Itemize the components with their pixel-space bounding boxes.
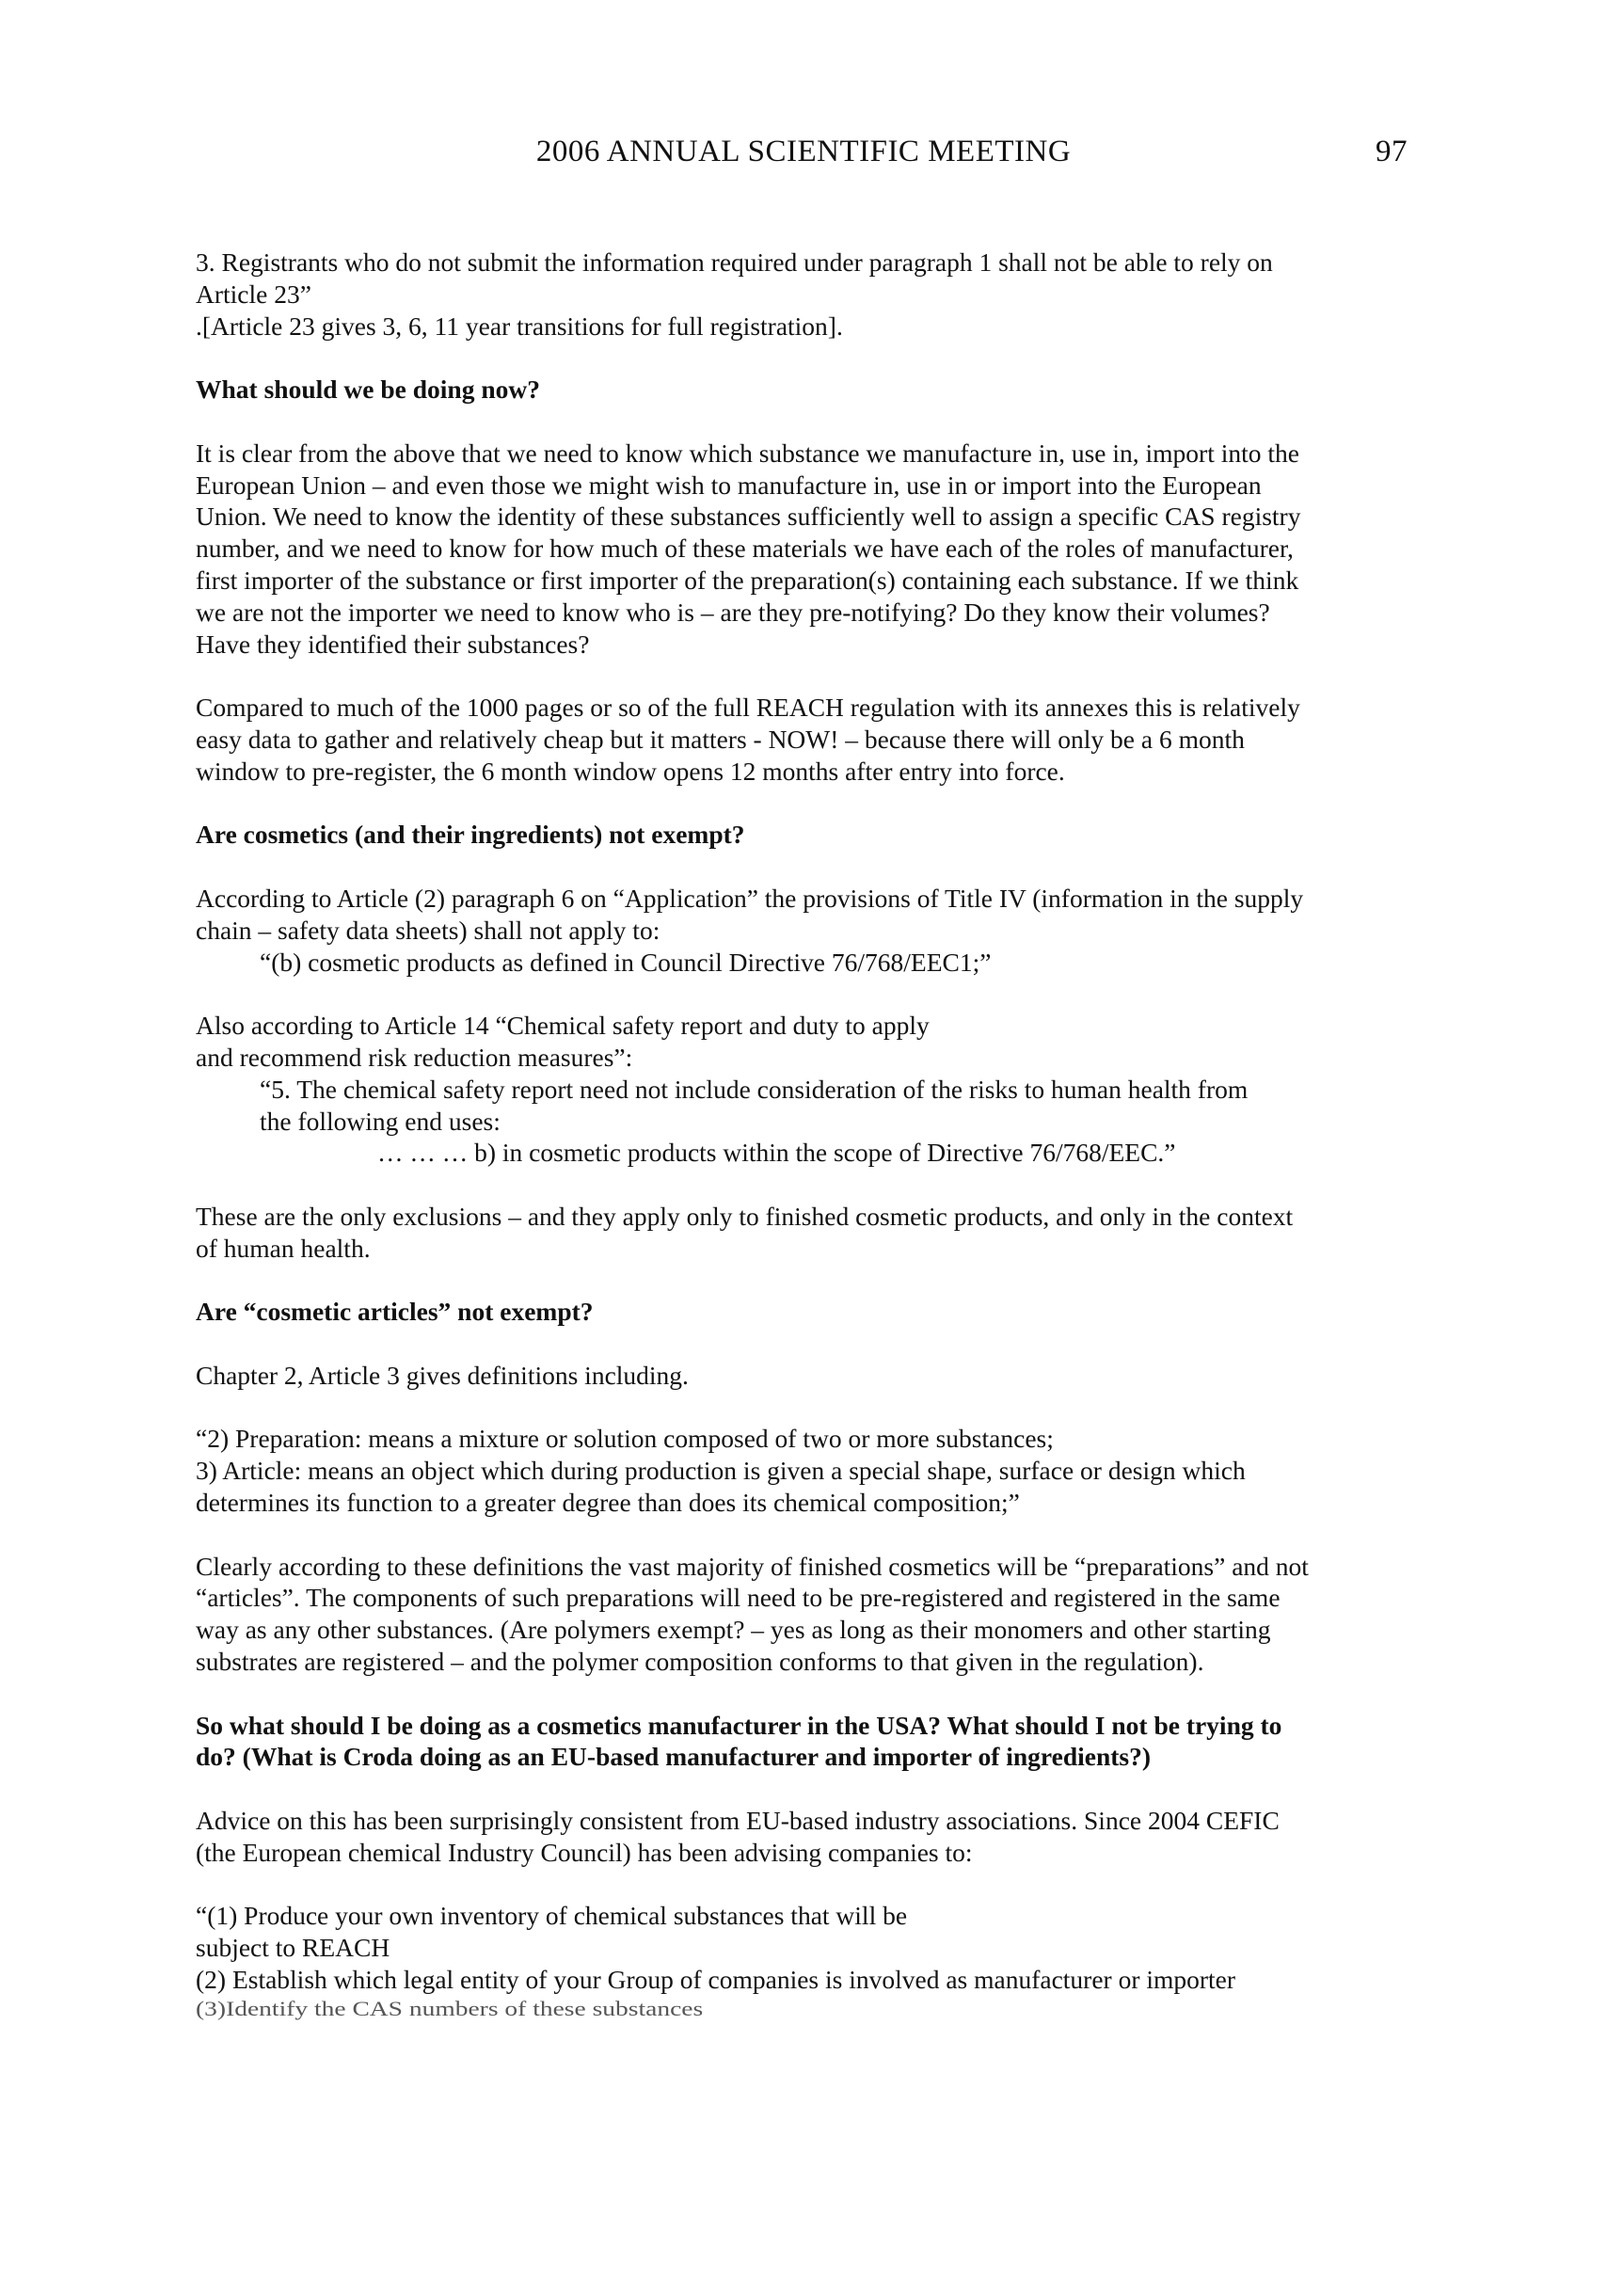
text-line: According to Article (2) paragraph 6 on “Application” the provisions of Title IV (information in the supply: [196, 883, 1304, 913]
page-number: 97: [1376, 135, 1408, 168]
text-line: the following end uses:: [260, 1106, 501, 1136]
section-heading: [196, 1296, 1438, 1328]
document-body: [196, 247, 1438, 2059]
text-line: “2) Preparation: means a mixture or solution composed of two or more substances;: [196, 1424, 1054, 1454]
section-heading: [196, 374, 1438, 406]
text-line: “(1) Produce your own inventory of chemical substances that will be: [196, 1901, 908, 1931]
text-line: “(b) cosmetic products as defined in Council Directive 76/768/EEC1;”: [260, 947, 992, 977]
paragraph: [196, 1010, 1438, 1169]
text-line: (3)Identify the CAS numbers of these substances: [196, 1996, 704, 2020]
text-line: chain – safety data sheets) shall not apply to:: [196, 915, 660, 945]
paragraph: [196, 1360, 1438, 1392]
text-line: Have they identified their substances?: [196, 629, 590, 659]
text-line: number, and we need to know for how much of these materials we have each of the roles of manufacturer,: [196, 534, 1294, 564]
text-line: Also according to Article 14 “Chemical safety report and duty to apply: [196, 1011, 930, 1041]
text-line: .[Article 23 gives 3, 6, 11 year transitions for full registration].: [196, 311, 843, 341]
text-line: (the European chemical Industry Council) has been advising companies to:: [196, 1837, 973, 1867]
paragraph: [196, 1551, 1438, 1678]
text-line: do? (What is Croda doing as an EU-based manufacturer and importer of ingredients?): [196, 1742, 1152, 1772]
text-line: European Union – and even those we might wish to manufacture in, use in or import into the European: [196, 470, 1262, 500]
paragraph: [196, 247, 1438, 342]
text-line: subject to REACH: [196, 1933, 390, 1963]
text-line: Are cosmetics (and their ingredients) not exempt?: [196, 820, 745, 850]
paragraph: [196, 438, 1438, 661]
text-line: So what should I be doing as a cosmetics manufacturer in the USA? What should I not be trying to: [196, 1710, 1282, 1740]
text-line: 3) Article: means an object which during production is given a special shape, surface or design which: [196, 1456, 1246, 1486]
header-title: 2006 ANNUAL SCIENTIFIC MEETING: [535, 135, 1072, 168]
section-heading: [196, 1710, 1438, 1774]
text-line: Chapter 2, Article 3 gives definitions including.: [196, 1360, 689, 1390]
text-line: window to pre-register, the 6 month window opens 12 months after entry into force.: [196, 756, 1065, 786]
text-line: determines its function to a greater degree than does its chemical composition;”: [196, 1488, 1020, 1518]
text-line: Union. We need to know the identity of these substances sufficiently well to assign a specific CAS registry: [196, 502, 1301, 532]
text-line: These are the only exclusions – and they apply only to finished cosmetic products, and only in the context: [196, 1201, 1294, 1231]
paragraph: [196, 1201, 1438, 1265]
text-line: What should we be doing now?: [196, 375, 540, 405]
paragraph: [196, 883, 1438, 978]
text-line: Advice on this has been surprisingly consistent from EU-based industry associations. Since 2004 CEFIC: [196, 1806, 1280, 1836]
text-line: substrates are registered – and the polymer composition conforms to that given in the regulation).: [196, 1647, 1204, 1677]
text-line: and recommend risk reduction measures”:: [196, 1042, 633, 1072]
paragraph: [196, 692, 1438, 787]
text-line: Clearly according to these definitions the vast majority of finished cosmetics will be “preparations” and not: [196, 1551, 1309, 1581]
text-line: way as any other substances. (Are polymers exempt? – yes as long as their monomers and other starting: [196, 1615, 1271, 1645]
text-line: (2) Establish which legal entity of your Group of companies is involved as manufacturer or importer: [196, 1965, 1236, 1995]
text-line: It is clear from the above that we need to know which substance we manufacture in, use in, import into the: [196, 438, 1299, 468]
text-line: Are “cosmetic articles” not exempt?: [196, 1297, 594, 1327]
text-line: we are not the importer we need to know who is – are they pre-notifying? Do they know their volumes?: [196, 597, 1270, 627]
running-header: [0, 135, 1607, 176]
paragraph: [196, 1900, 1438, 2027]
section-heading: [196, 819, 1438, 851]
text-line: of human health.: [196, 1233, 371, 1263]
paragraph: [196, 1805, 1438, 1869]
text-line: “5. The chemical safety report need not include consideration of the risks to human health from: [260, 1074, 1249, 1104]
paragraph: [196, 1423, 1438, 1518]
text-line: Article 23”: [196, 279, 311, 309]
text-line: first importer of the substance or first importer of the preparation(s) containing each substance. If we think: [196, 565, 1299, 595]
text-line: Compared to much of the 1000 pages or so of the full REACH regulation with its annexes this is relatively: [196, 693, 1300, 723]
text-line: … … … b) in cosmetic products within the scope of Directive 76/768/EEC.”: [377, 1138, 1176, 1168]
text-line: easy data to gather and relatively cheap but it matters - NOW! – because there will only be a 6 month: [196, 724, 1245, 754]
text-line: 3. Registrants who do not submit the information required under paragraph 1 shall not be able to rely on: [196, 247, 1273, 277]
text-line: “articles”. The components of such preparations will need to be pre-registered and registered in the same: [196, 1583, 1281, 1613]
